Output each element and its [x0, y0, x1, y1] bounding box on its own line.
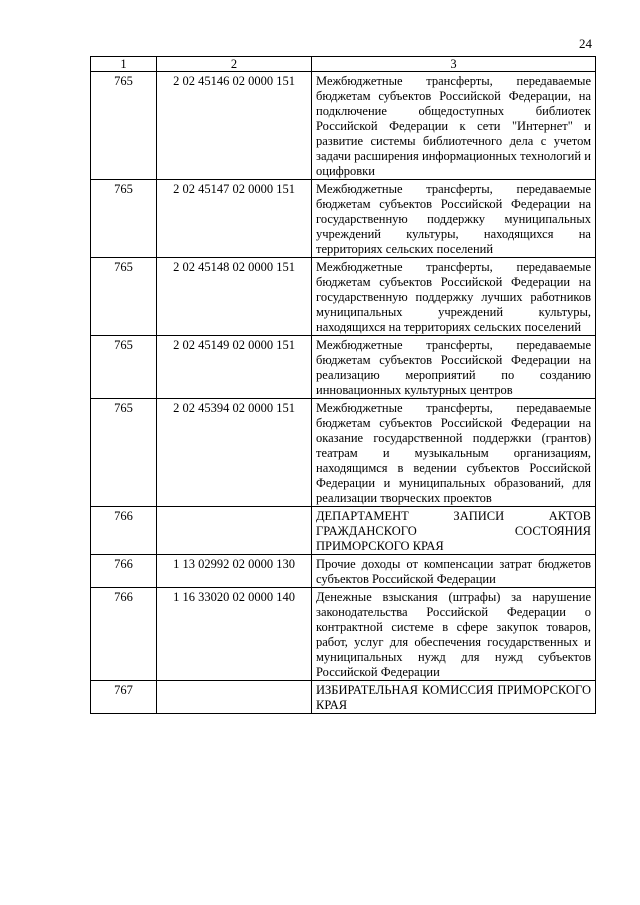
admin-code-cell: 766: [91, 507, 157, 555]
revenue-code-cell: 2 02 45394 02 0000 151: [157, 399, 312, 507]
description-cell: Межбюджетные трансферты, передаваемые бюджетам субъектов Российской Федерации на государственную поддержку лучших работников муниципальных учреждений культуры, находящихся на территориях сельских поселений: [312, 258, 596, 336]
admin-code-cell: 765: [91, 258, 157, 336]
table-row: [91, 588, 596, 681]
admin-code-cell: 767: [91, 681, 157, 714]
table-row: [91, 72, 596, 180]
description-cell: Межбюджетные трансферты, передаваемые бюджетам субъектов Российской Федерации на оказание государственной поддержки (грантов) театрам и музыкальным организациям, находящимся в ведении субъектов Российской Федерации и муниципальных образований, для реализации творческих проектов: [312, 399, 596, 507]
admin-code-cell: 766: [91, 555, 157, 588]
revenue-code-cell: 1 16 33020 02 0000 140: [157, 588, 312, 681]
revenue-code-cell: 2 02 45148 02 0000 151: [157, 258, 312, 336]
admin-code-cell: 765: [91, 180, 157, 258]
table-row: [91, 336, 596, 399]
description-cell: ИЗБИРАТЕЛЬНАЯ КОМИССИЯ ПРИМОРСКОГО КРАЯ: [312, 681, 596, 714]
revenue-code-cell: [157, 681, 312, 714]
page-number: 24: [579, 36, 592, 51]
table-row: [91, 180, 596, 258]
description-cell: Межбюджетные трансферты, передаваемые бюджетам субъектов Российской Федерации, на подключение общедоступных библиотек Российской Федерации к сети "Интернет" и развитие системы библиотечного дела с учетом задачи расширения информационных технологий и оцифровки: [312, 72, 596, 180]
revenue-code-cell: 1 13 02992 02 0000 130: [157, 555, 312, 588]
revenue-codes-table: [90, 56, 596, 714]
table-row: [91, 555, 596, 588]
admin-code-cell: 765: [91, 336, 157, 399]
admin-code-cell: 766: [91, 588, 157, 681]
table-row: [91, 681, 596, 714]
description-cell: Прочие доходы от компенсации затрат бюджетов субъектов Российской Федерации: [312, 555, 596, 588]
table-body: [91, 72, 596, 714]
table-header: [91, 57, 596, 72]
admin-code-cell: 765: [91, 72, 157, 180]
header-col-2: 2: [157, 57, 312, 72]
revenue-code-cell: 2 02 45146 02 0000 151: [157, 72, 312, 180]
table-row: [91, 399, 596, 507]
description-cell: Межбюджетные трансферты, передаваемые бюджетам субъектов Российской Федерации на реализацию мероприятий по созданию инновационных культурных центров: [312, 336, 596, 399]
table-row: [91, 507, 596, 555]
description-cell: Денежные взыскания (штрафы) за нарушение законодательства Российской Федерации о контрактной системе в сфере закупок товаров, работ, услуг для обеспечения государственных и муниципальных нужд для нужд субъектов Российской Федерации: [312, 588, 596, 681]
revenue-code-cell: 2 02 45149 02 0000 151: [157, 336, 312, 399]
header-col-1: 1: [91, 57, 157, 72]
admin-code-cell: 765: [91, 399, 157, 507]
revenue-code-cell: 2 02 45147 02 0000 151: [157, 180, 312, 258]
description-cell: Межбюджетные трансферты, передаваемые бюджетам субъектов Российской Федерации на государственную поддержку муниципальных учреждений культуры, находящихся на территориях сельских поселений: [312, 180, 596, 258]
description-cell: ДЕПАРТАМЕНТ ЗАПИСИ АКТОВ ГРАЖДАНСКОГО СОСТОЯНИЯ ПРИМОРСКОГО КРАЯ: [312, 507, 596, 555]
revenue-code-cell: [157, 507, 312, 555]
table-row: [91, 258, 596, 336]
header-col-3: 3: [312, 57, 596, 72]
